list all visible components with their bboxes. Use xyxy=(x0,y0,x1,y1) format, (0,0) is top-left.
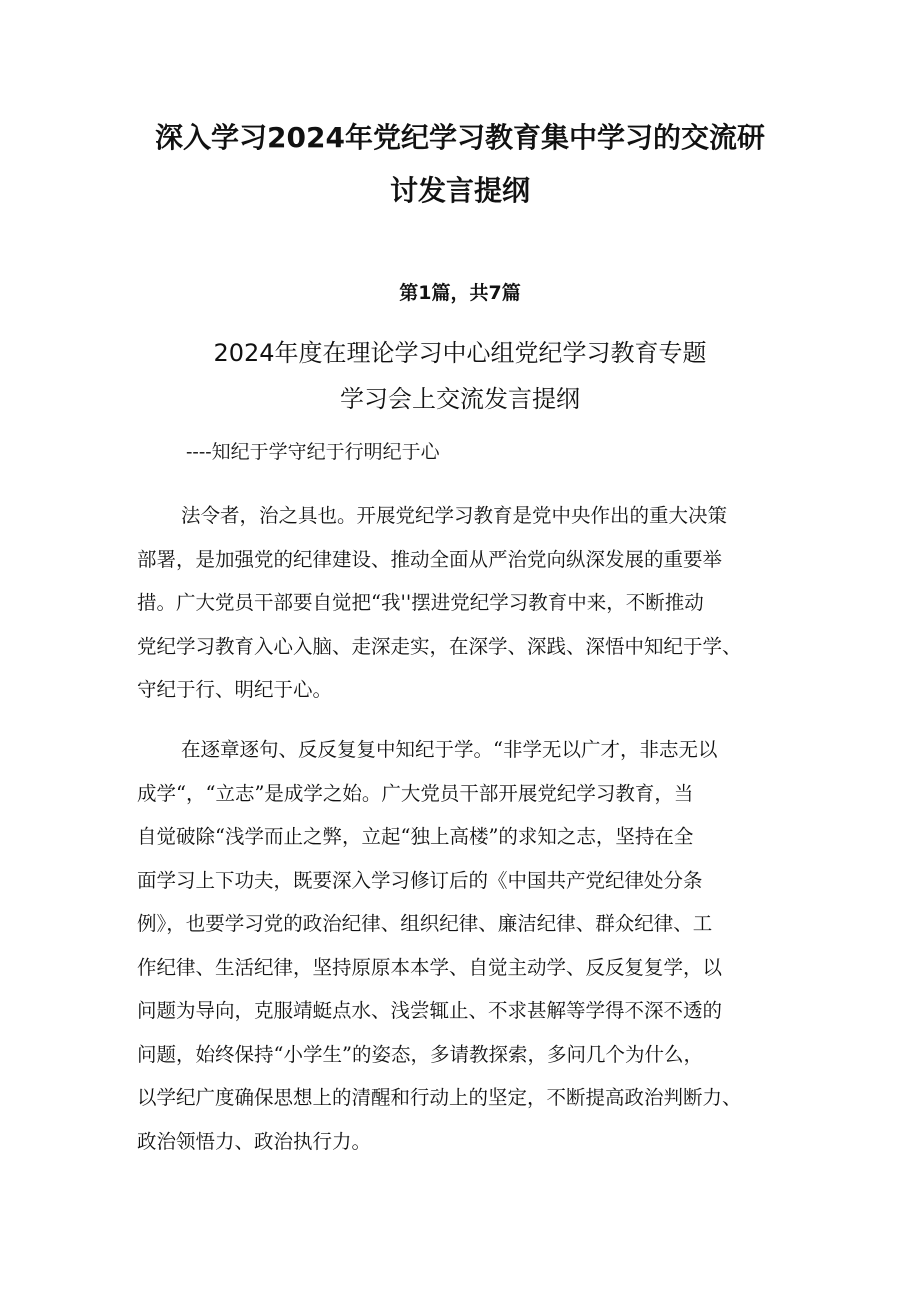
document-title-line-1: 深入学习2024年党纪学习教育集中学习的交流研 xyxy=(155,121,765,154)
paragraph-line: 守纪于行、明纪于心。 xyxy=(137,678,333,701)
paragraph-line: 以学纪广度确保思想上的清醒和行动上的坚定，不断提高政治判断力、 xyxy=(137,1086,742,1109)
paragraph-line: 政治领悟力、政治执行力。 xyxy=(137,1129,372,1153)
body-paragraph-2 xyxy=(137,728,797,1163)
document-title-line-2: 讨发言提纲 xyxy=(389,174,530,207)
paragraph-line: 成学“，“立志”是成学之始。广大党员干部开展党纪学习教育，当 xyxy=(137,781,694,805)
paragraph-line: 部署，是加强党的纪律建设、推动全面从严治党向纵深发展的重要举 xyxy=(137,547,723,571)
article-title-line-1: 2024年度在理论学习中心组党纪学习教育专题 xyxy=(213,339,707,367)
paragraph-line: 法令者，治之具也。开展党纪学习教育是党中央作出的重大决策 xyxy=(181,504,728,527)
paragraph-line: 党纪学习教育入心入脑、走深走实，在深学、深践、深悟中知纪于学、 xyxy=(137,634,742,658)
paragraph-line: 例》，也要学习党的政治纪律、组织纪律、廉洁纪律、群众纪律、工 xyxy=(137,912,713,935)
article-subtitle: ----知纪于学守纪于行明纪于心 xyxy=(186,441,440,463)
part-indicator: 第1篇，共7篇 xyxy=(399,282,521,304)
paragraph-line: 问题为导向，克服靖蜓点水、浅尝辄止、不求甚解等学得不深不透的 xyxy=(137,999,723,1022)
paragraph-line: 面学习上下功夫，既要深入学习修订后的《中国共产党纪律处分条 xyxy=(137,868,703,892)
paragraph-line: 问题，始终保持“小学生”的姿态，多请教探索，多问几个为什么， xyxy=(137,1042,703,1066)
paragraph-line: 措。广大党员干部要自觉把“我''摆进党纪学习教育中来，不断推动 xyxy=(137,591,704,614)
article-title-line-2: 学习会上交流发言提纲 xyxy=(340,385,580,413)
paragraph-line: 自觉破除“浅学而止之弊，立起“独上高楼”的求知之志，坚持在全 xyxy=(137,825,694,848)
paragraph-line: 作纪律、生活纪律，坚持原原本本学、自觉主动学、反反复复学，以 xyxy=(137,955,723,979)
paragraph-line: 在逐章逐句、反反复复中知纪于学。“非学无以广才，非志无以 xyxy=(181,738,718,761)
body-paragraph-1 xyxy=(137,494,797,712)
